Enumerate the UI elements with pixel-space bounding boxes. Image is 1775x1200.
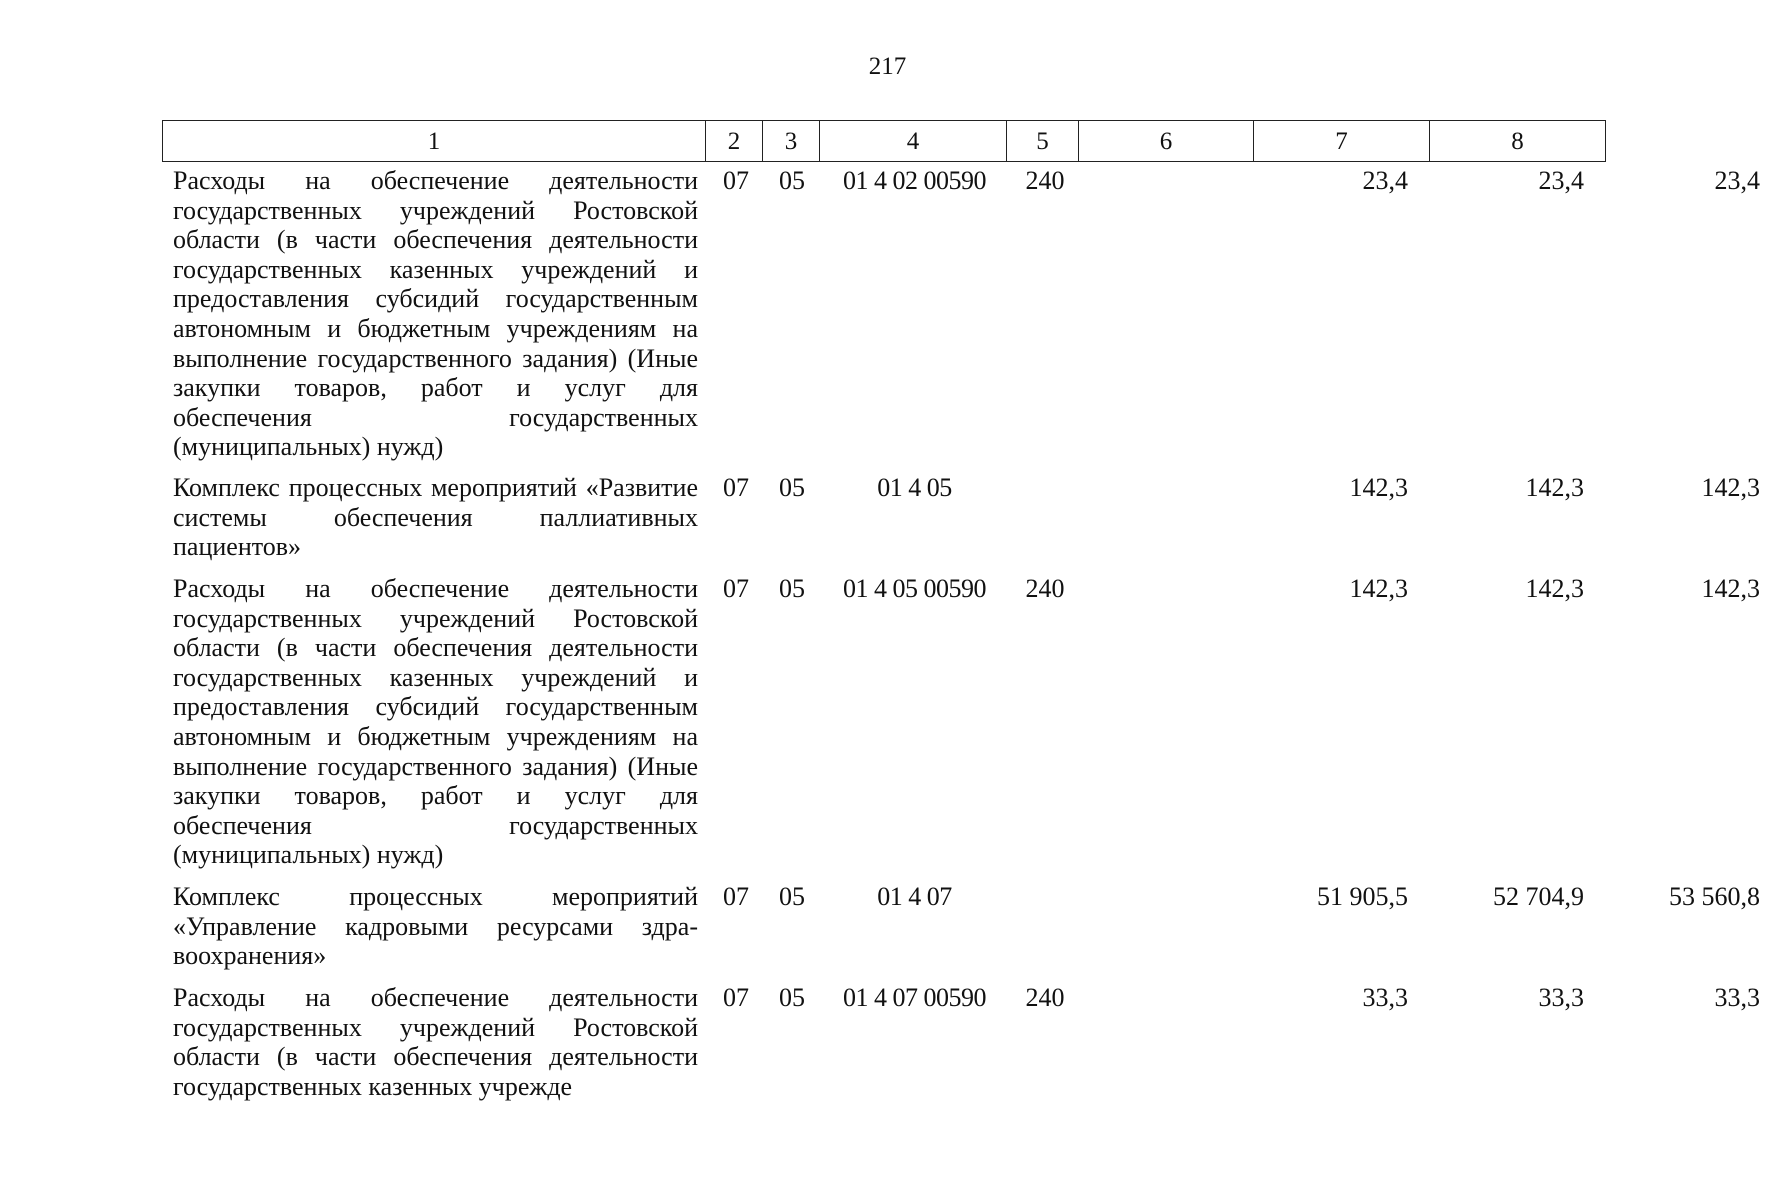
- column-header-8: 8: [1430, 121, 1606, 162]
- row-description: Расходы на обеспечение деятельности государственных учреждений Ростовской области (в части обеспечения деятельности государственных казенных учреждений и предоставления субсидий государственным автономным и бюджетным учреждениям на выполнение государственного задания) (Иные закупки товаров, работ и услуг для обеспечения государственных (муниципальных) нужд): [173, 574, 698, 870]
- row-amount-col6: 142,3: [1349, 473, 1408, 502]
- row-amount-col8: 33,3: [1714, 983, 1760, 1012]
- row-amount-col7: 52 704,9: [1493, 882, 1584, 911]
- row-amount-col7: 23,4: [1538, 166, 1584, 195]
- row-description: Расходы на обеспечение деятельности государственных учреждений Ростовской области (в части обеспечения деятельности государственных казенных учреждений и предоставления субсидий государственным автономным и бюджетным учреждениям на выполнение государственного задания) (Иные закупки товаров, работ и услуг для обеспечения государственных (муниципальных) нужд): [173, 166, 698, 462]
- row-amount-col7: 142,3: [1525, 473, 1584, 502]
- column-header-1: 1: [163, 121, 706, 162]
- row-expense-type: 240: [1025, 166, 1065, 195]
- row-description: Расходы на обеспечение деятельности государственных учреждений Ростовской области (в части обеспечения деятельности государственных казенных учрежде: [173, 983, 698, 1101]
- row-description: Комплекс процессных мероприятий «Управление кадровыми ресурсами здравоохранения»: [173, 882, 698, 971]
- column-header-6: 6: [1079, 121, 1254, 162]
- row-amount-col8: 142,3: [1701, 473, 1760, 502]
- row-section: 07: [723, 983, 749, 1012]
- row-expense-type: 240: [1025, 983, 1065, 1012]
- row-target-code: 01 4 07: [877, 882, 952, 911]
- page-number: 217: [868, 53, 907, 80]
- row-amount-col8: 53 560,8: [1669, 882, 1760, 911]
- row-amount-col7: 33,3: [1538, 983, 1584, 1012]
- row-subsection: 05: [779, 473, 805, 502]
- row-description: Комплекс процессных мероприятий «Развитие системы обеспечения паллиативных пациентов»: [173, 473, 698, 562]
- row-target-code: 01 4 07 00590: [843, 983, 986, 1012]
- row-expense-type: 240: [1025, 574, 1065, 603]
- row-amount-col7: 142,3: [1525, 574, 1584, 603]
- column-header-7: 7: [1254, 121, 1430, 162]
- row-subsection: 05: [779, 574, 805, 603]
- row-section: 07: [723, 473, 749, 502]
- row-amount-col6: 142,3: [1349, 574, 1408, 603]
- column-header-row: [163, 121, 1606, 162]
- row-section: 07: [723, 166, 749, 195]
- row-amount-col6: 23,4: [1362, 166, 1408, 195]
- row-amount-col8: 23,4: [1714, 166, 1760, 195]
- row-target-code: 01 4 05 00590: [843, 574, 986, 603]
- row-amount-col6: 51 905,5: [1317, 882, 1408, 911]
- row-subsection: 05: [779, 882, 805, 911]
- row-subsection: 05: [779, 983, 805, 1012]
- column-header-3: 3: [763, 121, 820, 162]
- column-header-4: 4: [820, 121, 1007, 162]
- row-amount-col6: 33,3: [1362, 983, 1408, 1012]
- column-header-2: 2: [706, 121, 763, 162]
- row-section: 07: [723, 574, 749, 603]
- row-amount-col8: 142,3: [1701, 574, 1760, 603]
- row-target-code: 01 4 05: [877, 473, 952, 502]
- row-target-code: 01 4 02 00590: [843, 166, 986, 195]
- row-subsection: 05: [779, 166, 805, 195]
- column-header-5: 5: [1007, 121, 1079, 162]
- column-header-table: [162, 120, 1606, 162]
- row-section: 07: [723, 882, 749, 911]
